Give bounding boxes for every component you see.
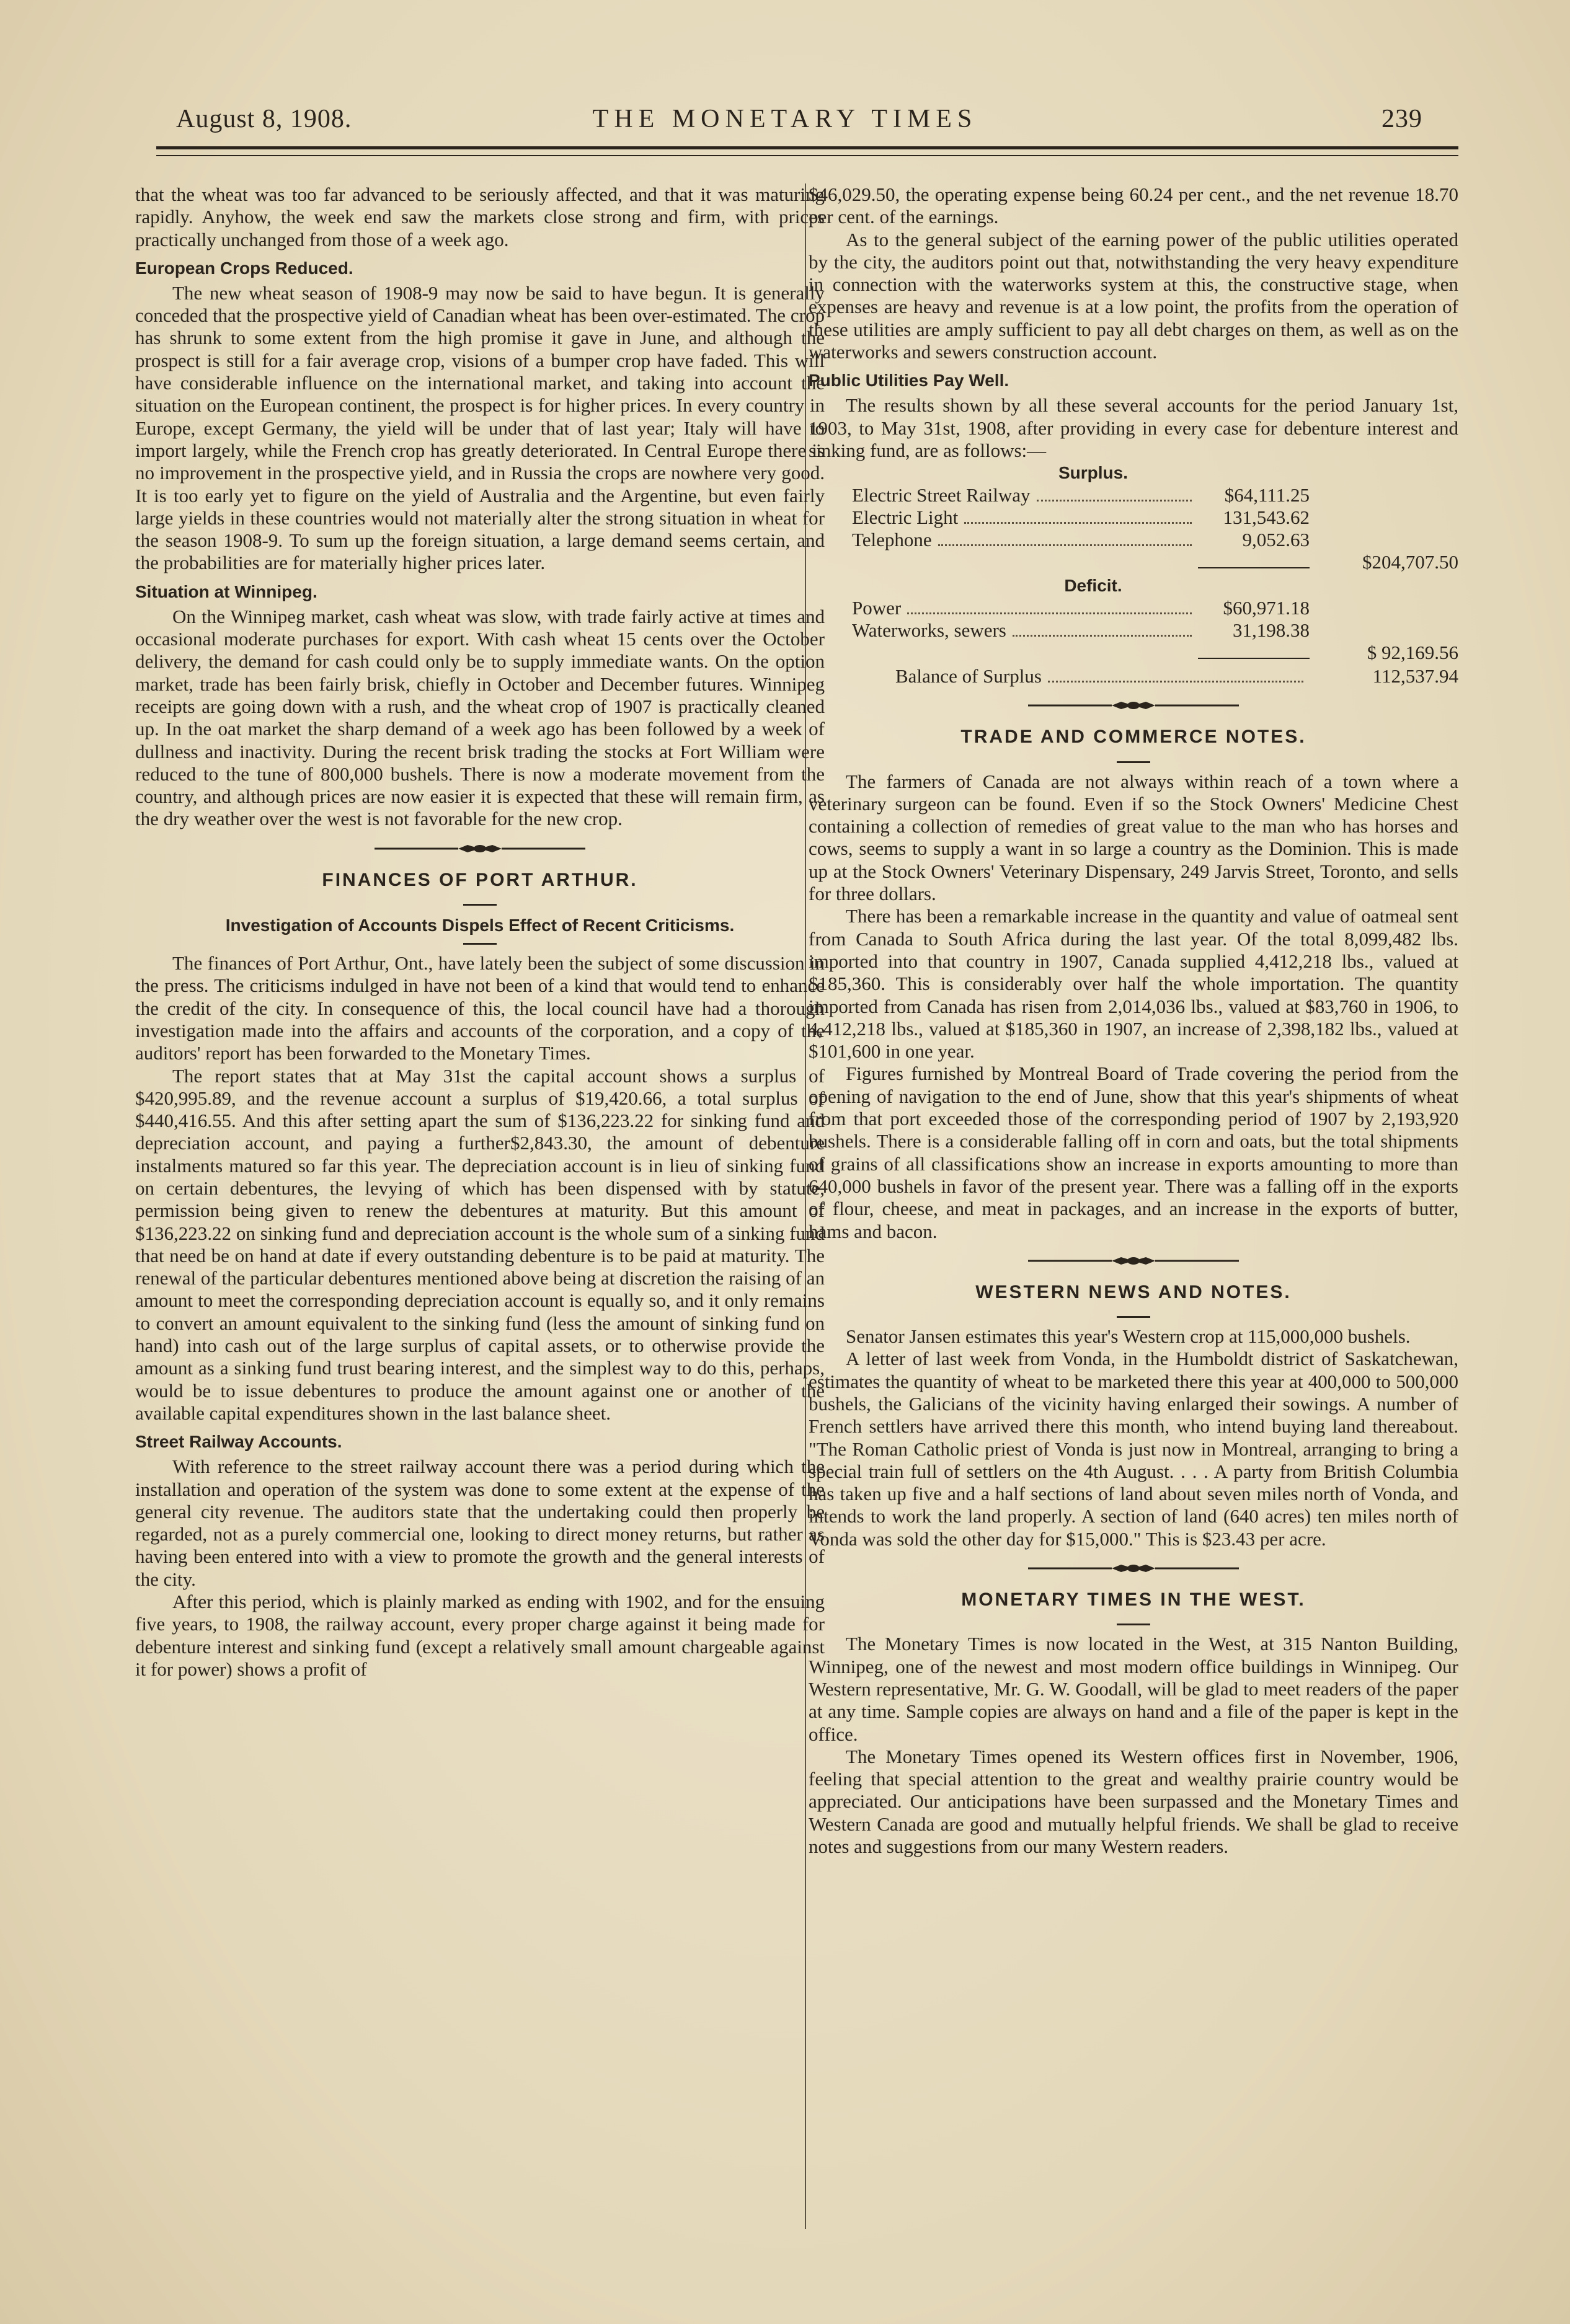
deficit-total: $ 92,169.56 (1367, 642, 1458, 664)
surplus-label: Surplus. (1058, 463, 1128, 483)
paragraph: Senator Jansen estimates this year's Western crop at 115,000,000 bushels. (846, 1325, 1411, 1348)
ledger-item-amount: $60,971.18 (1223, 597, 1310, 619)
paragraph: $46,029.50, the operating expense being 60.24 per cent., and the net revenue 18.70 per cent. of the earnings. (809, 183, 1458, 228)
paragraph: As to the general subject of the earning power of the public utilities operated by the city, the auditors point out that, notwithstanding the very heavy expenditure in connection with the waterworks system at this, the constructive stage, when expenses are heavy and revenue is at a low point, the profits from the operation of these utilities are amply sufficient to pay all debt charges on them, as well as on the waterworks and sewers construction account. (809, 228, 1458, 363)
ledger-item-amount: 131,543.62 (1223, 506, 1310, 529)
subheading-public-utilities: Public Utilities Pay Well. (809, 371, 1009, 391)
header-rule-thin (156, 155, 1458, 156)
subheadline-investigation: Investigation of Accounts Dispels Effect of Recent Criticisms. (225, 916, 735, 935)
ledger-item-amount: $64,111.25 (1224, 484, 1310, 506)
subheading-european-crops: European Crops Reduced. (135, 258, 353, 278)
headline-finances-port-arthur: FINANCES OF PORT ARTHUR. (322, 869, 638, 890)
paragraph: With reference to the street railway account there was a period during which the installation and operation of the system was done to some extent at the expense of the general city revenue. The auditors state that the undertaking could then properly be regarded, not as a purely commercial one, looking to direct money returns, but rather as having been entered into with a view to promote the growth and the general interests of the city. (135, 1456, 825, 1590)
accounts-ledger (809, 462, 1458, 687)
surplus-total: $204,707.50 (1362, 551, 1458, 573)
paragraph: A letter of last week from Vonda, in the Humboldt district of Saskatchewan, estimates the quantity of wheat to be marketed there this year at 400,000 to 500,000 bushels, the Galicians of the vicinity having enlarged their sowings. A number of French settlers have arrived there this month, who intend buying land thereabout. "The Roman Catholic priest of Vonda is just now in Montreal, arranging to bring a special train full of settlers on the 4th August. . . . A party from British Columbia has taken up five and a half sections of land about seven miles north of Vonda, and intends to work the land properly. A section of land (640 acres) ten miles north of Vonda was sold the other day for $15,000." This is $23.43 per acre. (809, 1348, 1458, 1550)
ledger-row (852, 484, 1458, 506)
short-rule (1117, 1624, 1150, 1625)
paragraph: On the Winnipeg market, cash wheat was slow, with trade fairly active at times and occasional moderate purchases for export. With cash wheat 15 cents over the October delivery, the demand for cash could only be to supply immediate wants. On the option market, trade has been fairly brisk, chiefly in October and December futures. Winnipeg receipts are going down with a rush, and the wheat crop of 1907 is practically cleaned up. In the oat market the sharp demand of a week ago has been followed by a week of dullness and inactivity. During the recent brisk trading the stocks at Fort William were reduced to the tune of 800,000 bushels. There is now a moderate movement from the country, and although prices are now easier it is expected that these will remain firm, as the dry weather over the west is not favorable for the new crop. (135, 605, 825, 830)
paragraph: The new wheat season of 1908-9 may now be said to have begun. It is generally conceded that the prospective yield of Canadian wheat has been over-estimated. The crop has shrunk to some extent from the high promise it gave in June, and although the prospect is still for a fair average crop, visions of a bumper crop have faded. This will have considerable influence on the international market, and taking into account the situation on the European continent, the prospect is for higher prices. In every country in Europe, except Germany, the yield will be under that of last year; Italy will have to import largely, while the French crop has greatly deteriorated. In Central Europe there is no improvement in the prospective yield, and in Russia the crops are nowhere very good. It is too early yet to figure on the yield of Australia and the Argentine, but even fairly large yields in these countries would not materially alter the strong situation in wheat for the season 1908-9. To sum up the foreign situation, a large demand seems certain, and the probabilities are for materially higher prices later. (135, 281, 825, 574)
leader-dots (964, 522, 1192, 524)
ledger-item-name: Waterworks, sewers (852, 619, 1006, 642)
ledger-row (852, 529, 1458, 551)
ledger-row (852, 665, 1458, 687)
ornamental-divider (1028, 1559, 1239, 1578)
paragraph: The results shown by all these several accounts for the period January 1st, 1903, to May 31st, 1908, after providing in every case for debenture interest and sinking fund, are as follows:— (809, 394, 1458, 461)
ledger-total-row (852, 642, 1458, 665)
leader-dots (907, 612, 1192, 614)
short-rule (463, 904, 497, 906)
paragraph: After this period, which is plainly marked as ending with 1902, and for the ensuing five years, to 1908, the railway account, every proper charge against it being made for debenture interest and sinking fund (except a relatively small amount chargeable against it for power) shows a profit of (135, 1591, 825, 1680)
headline-trade-commerce: TRADE AND COMMERCE NOTES. (960, 727, 1306, 748)
ornamental-divider (375, 839, 585, 858)
ornamental-divider (1028, 696, 1239, 715)
ledger-row (852, 506, 1458, 529)
paragraph: Figures furnished by Montreal Board of Trade covering the period from the opening of navigation to the end of June, show that this year's shipments of wheat from that port exceeded those of the corresponding period of 1907 by 2,193,920 bushels. There is a considerable falling off in corn and oats, but the total shipments of grains of all classifications show an increase in exports amounting to more than 640,000 bushels in favor of the present year. There was a falling off in the exports of flour, cheese, and meat in packages, and an increase in the exports of butter, hams and bacon. (809, 1063, 1458, 1242)
short-rule (1117, 761, 1150, 763)
leader-dots (1037, 500, 1192, 501)
short-rule (1117, 1316, 1150, 1318)
paragraph: The Monetary Times opened its Western offices first in November, 1906, feeling that special attention to the great and wealthy prairie country would be appreciated. Our anticipations have been surpassed and the Monetary Times and Western Canada are good and mutually helpful friends. We shall be glad to receive notes and suggestions from our many Western readers. (809, 1745, 1458, 1858)
ledger-item-name: Electric Light (852, 506, 959, 529)
ledger-row (852, 619, 1458, 642)
ledger-item-amount: 9,052.63 (1242, 529, 1310, 551)
paragraph: that the wheat was too far advanced to be seriously affected, and that it was maturing rapidly. Anyhow, the week end saw the markets close strong and firm, with prices practically unchanged from those of a week ago. (135, 183, 825, 250)
ledger-item-amount: 31,198.38 (1233, 619, 1310, 642)
leader-dots (1013, 635, 1192, 637)
paragraph: The Monetary Times is now located in the West, at 315 Nanton Building, Winnipeg, one of the newest and most modern office buildings in Winnipeg. Our Western representative, Mr. G. W. Goodall, will be glad to meet readers of the paper at any time. Sample copies are always on hand and a file of the paper is kept in the office. (809, 1633, 1458, 1745)
ledger-item-name: Power (852, 597, 902, 619)
right-column (809, 183, 1458, 1858)
ledger-item-name: Telephone (852, 529, 932, 551)
paragraph: The report states that at May 31st the capital account shows a surplus of $420,995.89, and the revenue account a surplus of $19,420.66, a total surplus of $440,416.55. And this after setting apart the sum of $136,223.22 for sinking fund and depreciation account, and paying a further$2,843.30, the amount of debenture instalments matured so far this year. The depreciation account is in lieu of sinking fund on certain debentures, the levying of which has been dispensed with by statute, permission being given to renew the debentures at maturity. But this amount of $136,223.22 on sinking fund and depreciation account is the whole sum of a sinking fund that need be on hand at date if every outstanding debenture is to be paid at maturity. The renewal of the particular debentures mentioned above being at discretion the raising of an amount to meet the corresponding depreciation account is equally so, and it only remains to convert an amount equivalent to the sinking fund (less the amount of sinking fund on hand) into cash out of the large surplus of capital assets, or to otherwise provide the amount as a sinking fund trust bearing interest, and the simplest way to do this, perhaps, would be to issue debentures to produce the amount against one or another of the available capital expenditures shown in the last balance sheet. (135, 1064, 825, 1424)
leader-dots (938, 544, 1192, 546)
deficit-label: Deficit. (1064, 576, 1122, 596)
ledger-item-name: Electric Street Railway (852, 484, 1031, 506)
leader-dots (1048, 681, 1303, 683)
page-number: 239 (1382, 105, 1422, 133)
paragraph: The farmers of Canada are not always within reach of a town where a veterinary surgeon can be found. Even if so the Stock Owners' Medicine Chest containing a collection of remedies of great value to the man who has horses and cows, seems to supply a want in so large a country as the Dominion. This is made up at the Stock Owners' Veterinary Dispensary, 249 Jarvis Street, Toronto, and sells for three dollars. (809, 770, 1458, 905)
masthead-title: THE MONETARY TIMES (592, 105, 978, 133)
page-date: August 8, 1908. (176, 105, 352, 133)
header-rule-thick (156, 146, 1458, 149)
headline-western-news: WESTERN NEWS AND NOTES. (975, 1281, 1292, 1302)
subheading-street-railway: Street Railway Accounts. (135, 1432, 342, 1452)
headline-monetary-times-west: MONETARY TIMES IN THE WEST. (961, 1589, 1306, 1610)
short-rule (463, 943, 497, 945)
balance-total: 112,537.94 (1372, 665, 1458, 687)
balance-label: Balance of Surplus (895, 665, 1042, 687)
paragraph: There has been a remarkable increase in the quantity and value of oatmeal sent from Canada to South Africa during the last year. Of the total 8,099,482 lbs. imported into that country in 1907, Canada supplied 4,412,218 lbs., valued at $185,360. This is considerably over half the whole importation. The quantity imported from Canada has risen from 2,014,036 lbs., valued at $83,760 in 1906, to 4,412,218 lbs., valued at $185,360 in 1907, an increase of 2,398,182 lbs., valued at $101,600 in one year. (809, 905, 1458, 1063)
paragraph: The finances of Port Arthur, Ont., have lately been the subject of some discussion in the press. The criticisms indulged in have not been of a kind that would tend to enhance the credit of the city. In consequence of this, the local council have had a thorough investigation made into the affairs and accounts of the corporation, and a copy of the auditors' report has been forwarded to the Monetary Times. (135, 952, 825, 1064)
ledger-row (852, 597, 1458, 619)
ornamental-divider (1028, 1252, 1239, 1270)
ledger-total-row (852, 551, 1458, 575)
subheading-winnipeg: Situation at Winnipeg. (135, 581, 317, 601)
left-column (135, 183, 825, 1681)
